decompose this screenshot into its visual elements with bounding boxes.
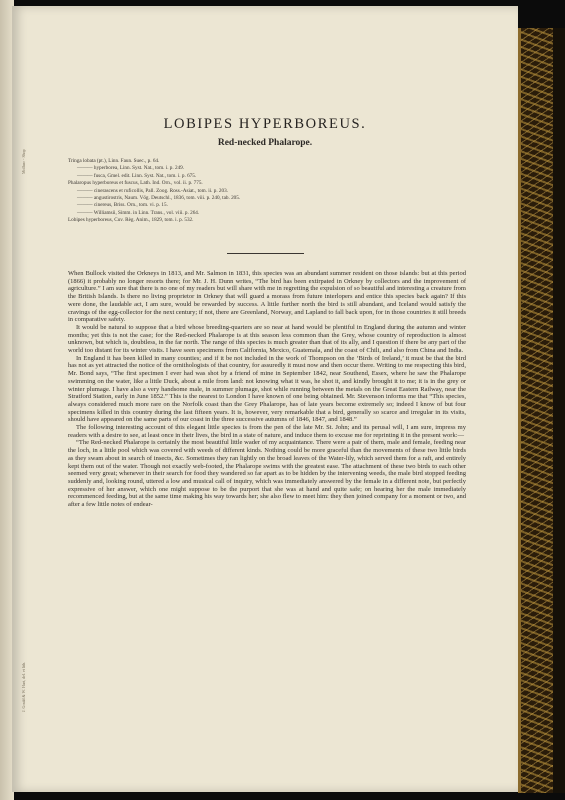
paragraph: The following interesting account of this elegant little species is from the pen of the late Mr. St. John; and its perusal will, I am sure, impress my readers with a desire to see, at least once in their lives, the bird in a state of nature, and induce them to excuse me for reprinting it in the present work:— (68, 424, 466, 439)
synonymy-list (68, 158, 468, 225)
synonym-entry: Lobipes hyperboreus, Cuv. Règ. Anim., 1829, tom. i. p. 532. (68, 217, 194, 224)
paragraph: It would be natural to suppose that a bird whose breeding-quarters are so near at hand would be plentiful in England during the autumn and winter months; yet this is not the case; for the Red-necked Phalarope is at this season less common than the Grey, whose country of reproduction is almost unknown, but which is, doubtless, in the far north. The range of this species is much greater than that of its ally, and I question if there be any part of the world too distant for its winter visits. I have seen specimens from California, Mexico, Guatemala, and the coast of Chili, and also from China and India. (68, 323, 466, 355)
synonym-entry: ——— Williamsii, Simm. in Linn. Trans., vol. viii. p. 264. (77, 209, 200, 216)
paragraph: In England it has been killed in many counties; and if it be not included in the work of Thompson on the ‘Birds of Ireland,’ it must be that the bird has not as yet attracted the notice of the ornithologists of that country, for assuredly it must now and then occur there. Writing to me respecting this bird, Mr. Bond says, “The first specimen I ever had was shot by a friend of mine in September 1842, near Southend, Essex, where he saw the Phalarope swimming on the water, like a little Duck, about a mile from land: not knowing what it was, he shot it, and kindly brought it to me; it is in the grey or winter plumage. I have also a very handsome male, in summer plumage, shot while running between the metals on the Great Eastern Railway, near the Stratford Station, early in June 1852.” This is the nearest to London I have known of one being obtained. Mr. Stevenson informs me that “This species, always considered much more rare on the Norfolk coast than the Grey Phalarope, has of late years become extremely so; indeed I know of but four specimens killed in this country during the last fifteen years. It is, however, very remarkable that a bird, generally so scarce and irregular in its visits, should have appeared on the same parts of our coast in the three successive autumns of 1846, 1847, and 1848.” (68, 354, 466, 424)
paragraph: “The Red-necked Phalarope is certainly the most beautiful little wader of my acquaintance. There were a pair of them, male and female, feeding near the loch, in a little pool which was covered with weeds of different kinds. Nothing could be more graceful than the movements of these two little birds as they swam about in search of insects, &c. Sometimes they ran lightly on the broad leaves of the Water-lily, which served them for a raft, and entirely kept them out of the water. Though not exactly web-footed, the Phalarope swims with the greatest ease. The attachment of these two birds to each other seemed very great; whenever in their search for food they wandered so far apart as to be hidden by the intervening weeds, the male bird stopped feeding suddenly and, looking round, uttered a low and musical call of inquiry, which was immediately answered by the female in a different note, but perfectly expressive of her answer, which one might suppose to be the purport that she was at hand and quite safe; on hearing her the male immediately recommenced feeding, but at the same time making his way towards her; she also flew to meet him: they then joined company for a moment or two, and after a few little notes of endear- (68, 439, 466, 509)
synonym-entry: Tringa lobata (pt.), Linn. Faun. Suec., p. 64. (68, 158, 160, 164)
synonym-entry: ——— fusca, Gmel. edit. Linn. Syst. Nat., tom. i. p. 675. (77, 172, 197, 179)
section-divider (227, 253, 304, 254)
binding-edge (553, 28, 565, 793)
synonym-entry: ——— cinerascens et ruficollis, Pall. Zoog. Ross.-Asiat., tom. ii. p. 203. (77, 187, 228, 194)
synonym-entry: ——— cinereus, Briss. Orn., tom. vi. p. 15. (77, 202, 168, 209)
synonym-entry: ——— angustirostris, Naum. Vög. Deutschl., 1836, tom. viii. p. 240, tab. 205. (77, 195, 241, 202)
paragraph: When Bullock visited the Orkneys in 1813, and Mr. Salmon in 1831, this species was an abundant summer resident on those islands: but at this period (1866) it probably no longer resorts there; for Mr. J. H. Dunn writes, “The bird has been extirpated in Orkney by collectors and the improvement of agriculture.” I am sure that there is no one of my readers but will share with me in regretting the expulsion of so beautiful and interesting a creature from the British Islands. Is there no living proprietor in Orkney that will guard a morass from future interlopers and entice this species back again? If this were done, the laudable act, I am sure, would be rewarded by success. A little further north the bird is still abundant, and Iceland would satisfy the cravings of the egg-collector for the next century; if not, there are Greenland, Norway, and Lapland to fall back upon, for in those countries it still breeds in comparative safety. (68, 270, 466, 324)
synonym-entry: Phalaropus hyperboreus et fuscus, Lath. Ind. Orn., vol. ii. p. 775. (68, 180, 203, 187)
book-page (12, 6, 518, 792)
page-subtitle: Red-necked Phalarope. (217, 138, 313, 148)
marbled-binding (518, 28, 556, 793)
body-text (68, 270, 466, 509)
plate-note-top: Mollusc - Shop (21, 149, 26, 174)
page-title: LOBIPES HYPERBOREUS. (163, 116, 367, 132)
plate-note-bottom: J. Gould & W. Hart, del. et lith. (21, 661, 26, 712)
synonym-entry: ——— hyperborea, Linn. Syst. Nat., tom. i. p. 249. (77, 165, 185, 172)
